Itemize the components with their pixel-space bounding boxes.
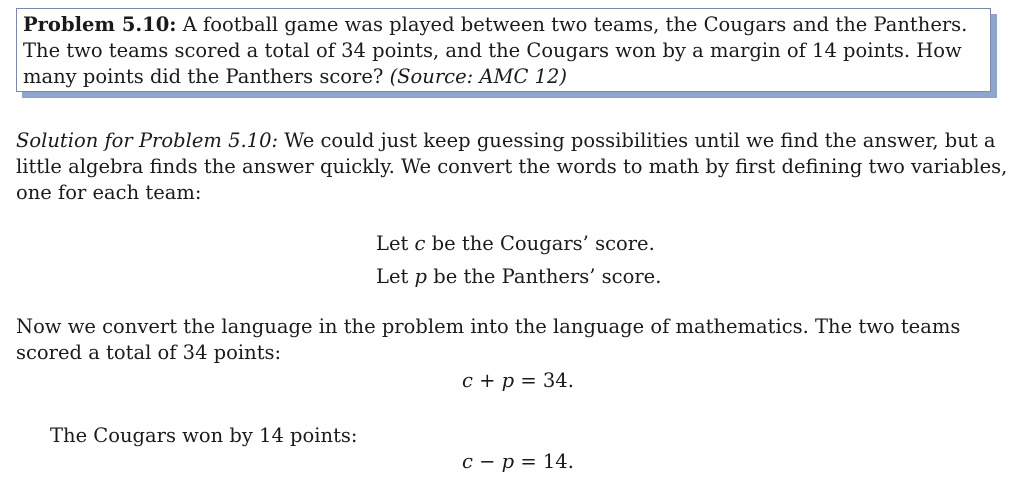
definition-p: Let p be the Panthers’ score. <box>376 265 662 288</box>
problem-label: Problem 5.10: <box>23 13 177 36</box>
solution-intro-text: We could just keep guessing possibilities until we find the answer, but a little algebra finds the answer quickly. We convert the words to math by first defining two variables, one for each team: <box>16 129 1008 204</box>
variable-p: p <box>414 265 428 288</box>
equation-sum: c + p = 34. <box>462 369 574 392</box>
problem-text: A football game was played between two teams, the Cougars and the Panthers. The two teams scored a total of 34 points, and the Cougars won by a margin of 14 points. How many points did the Panthers score? <box>23 13 968 88</box>
solution-intro <box>16 128 1011 206</box>
convert-paragraph: Now we convert the language in the problem into the language of mathematics. The two teams scored a total of 34 points: <box>16 315 961 364</box>
problem-box <box>16 8 991 92</box>
variable-c: c <box>414 232 426 255</box>
equation-difference: c − p = 14. <box>462 450 574 473</box>
problem-source: (Source: AMC 12) <box>389 65 567 88</box>
solution-label: Solution for Problem 5.10: <box>16 129 279 152</box>
definition-c: Let c be the Cougars’ score. <box>376 232 655 255</box>
won-paragraph: The Cougars won by 14 points: <box>50 424 358 447</box>
